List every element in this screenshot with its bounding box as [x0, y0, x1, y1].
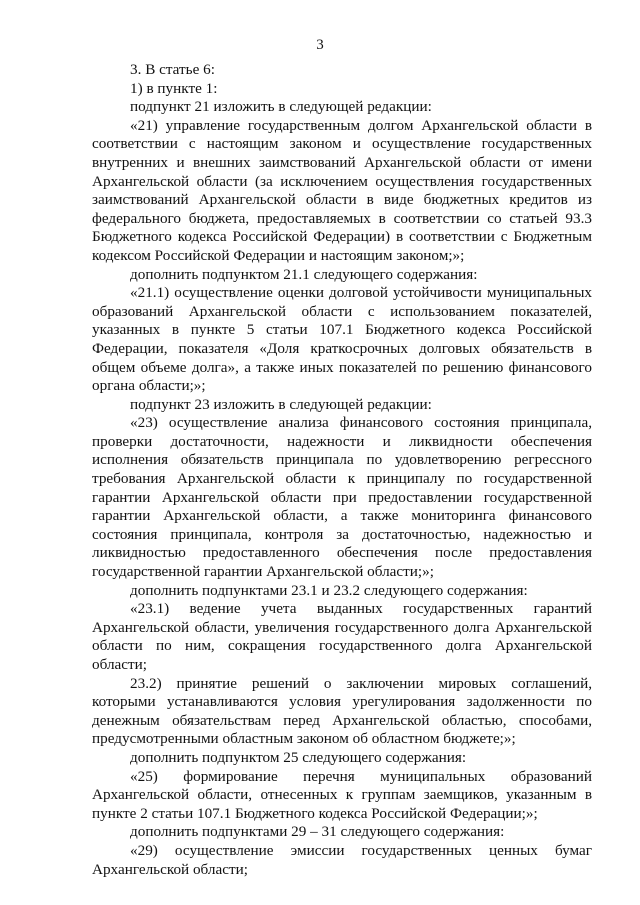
paragraph: «23) осуществление анализа финансового состояния принципала, проверки достаточности, надежности и ликвидности обеспечения исполнения обязательств принципала по удовлетворению регрессного требования Архангельской области к принципалу по государственной гарантии Архангельской области при предоставлении государственной гарантии Архангельской области, а также мониторинга финансового состояния принципала, контроля за достаточностью, надежностью и ликвидностью предоставленного обеспечения после предоставления государственной гарантии Архангельской области;»; [92, 414, 592, 581]
document-body [92, 61, 592, 879]
paragraph: «29) осуществление эмиссии государственных ценных бумаг Архангельской области; [92, 841, 592, 878]
paragraph: «21) управление государственным долгом Архангельской области в соответствии с настоящим законом и осуществление государственных внутренних и внешних заимствований Архангельской области от имени Архангельской области (за исключением осуществления государственных заимствований Архангельской области в виде бюджетных кредитов из федерального бюджета, предоставляемых в соответствии со статьей 93.3 Бюджетного кодекса Российской Федерации) в соответствии с Бюджетным кодексом Российской Федерации и настоящим законом;»; [92, 116, 592, 264]
paragraph: дополнить подпунктами 23.1 и 23.2 следующего содержания: [130, 581, 528, 599]
paragraph: 23.2) принятие решений о заключении мировых соглашений, которыми устанавливаются условия урегулирования задолженности по денежным обязательствам перед Архангельской областью, способами, предусмотренными областным законом об областном бюджете;»; [92, 674, 592, 748]
paragraph: дополнить подпунктами 29 – 31 следующего содержания: [130, 823, 505, 841]
paragraph: 1) в пункте 1: [130, 79, 218, 97]
paragraph: подпункт 23 изложить в следующей редакции: [130, 395, 432, 413]
paragraph: «21.1) осуществление оценки долговой устойчивости муниципальных образований Архангельской области с использованием показателей, указанных в пункте 5 статьи 107.1 Бюджетного кодекса Российской Федерации, показателя «Доля краткосрочных долговых обязательств в общем объеме долга», а также иных показателей по решению финансового органа области;»; [92, 284, 592, 395]
paragraph: дополнить подпунктом 21.1 следующего содержания: [130, 265, 478, 283]
paragraph: дополнить подпунктом 25 следующего содержания: [130, 748, 467, 766]
paragraph: подпункт 21 изложить в следующей редакции: [130, 98, 432, 116]
paragraph: 3. В статье 6: [130, 61, 215, 78]
paragraph: «23.1) ведение учета выданных государственных гарантий Архангельской области, увеличения государственного долга Архангельской области по ним, сокращения государственного долга Архангельской области; [92, 600, 592, 673]
paragraph: «25) формирование перечня муниципальных образований Архангельской области, отнесенных к группам заемщиков, указанным в пункте 2 статьи 107.1 Бюджетного кодекса Российской Федерации;»; [92, 767, 592, 822]
page-number: 3 [316, 37, 324, 53]
